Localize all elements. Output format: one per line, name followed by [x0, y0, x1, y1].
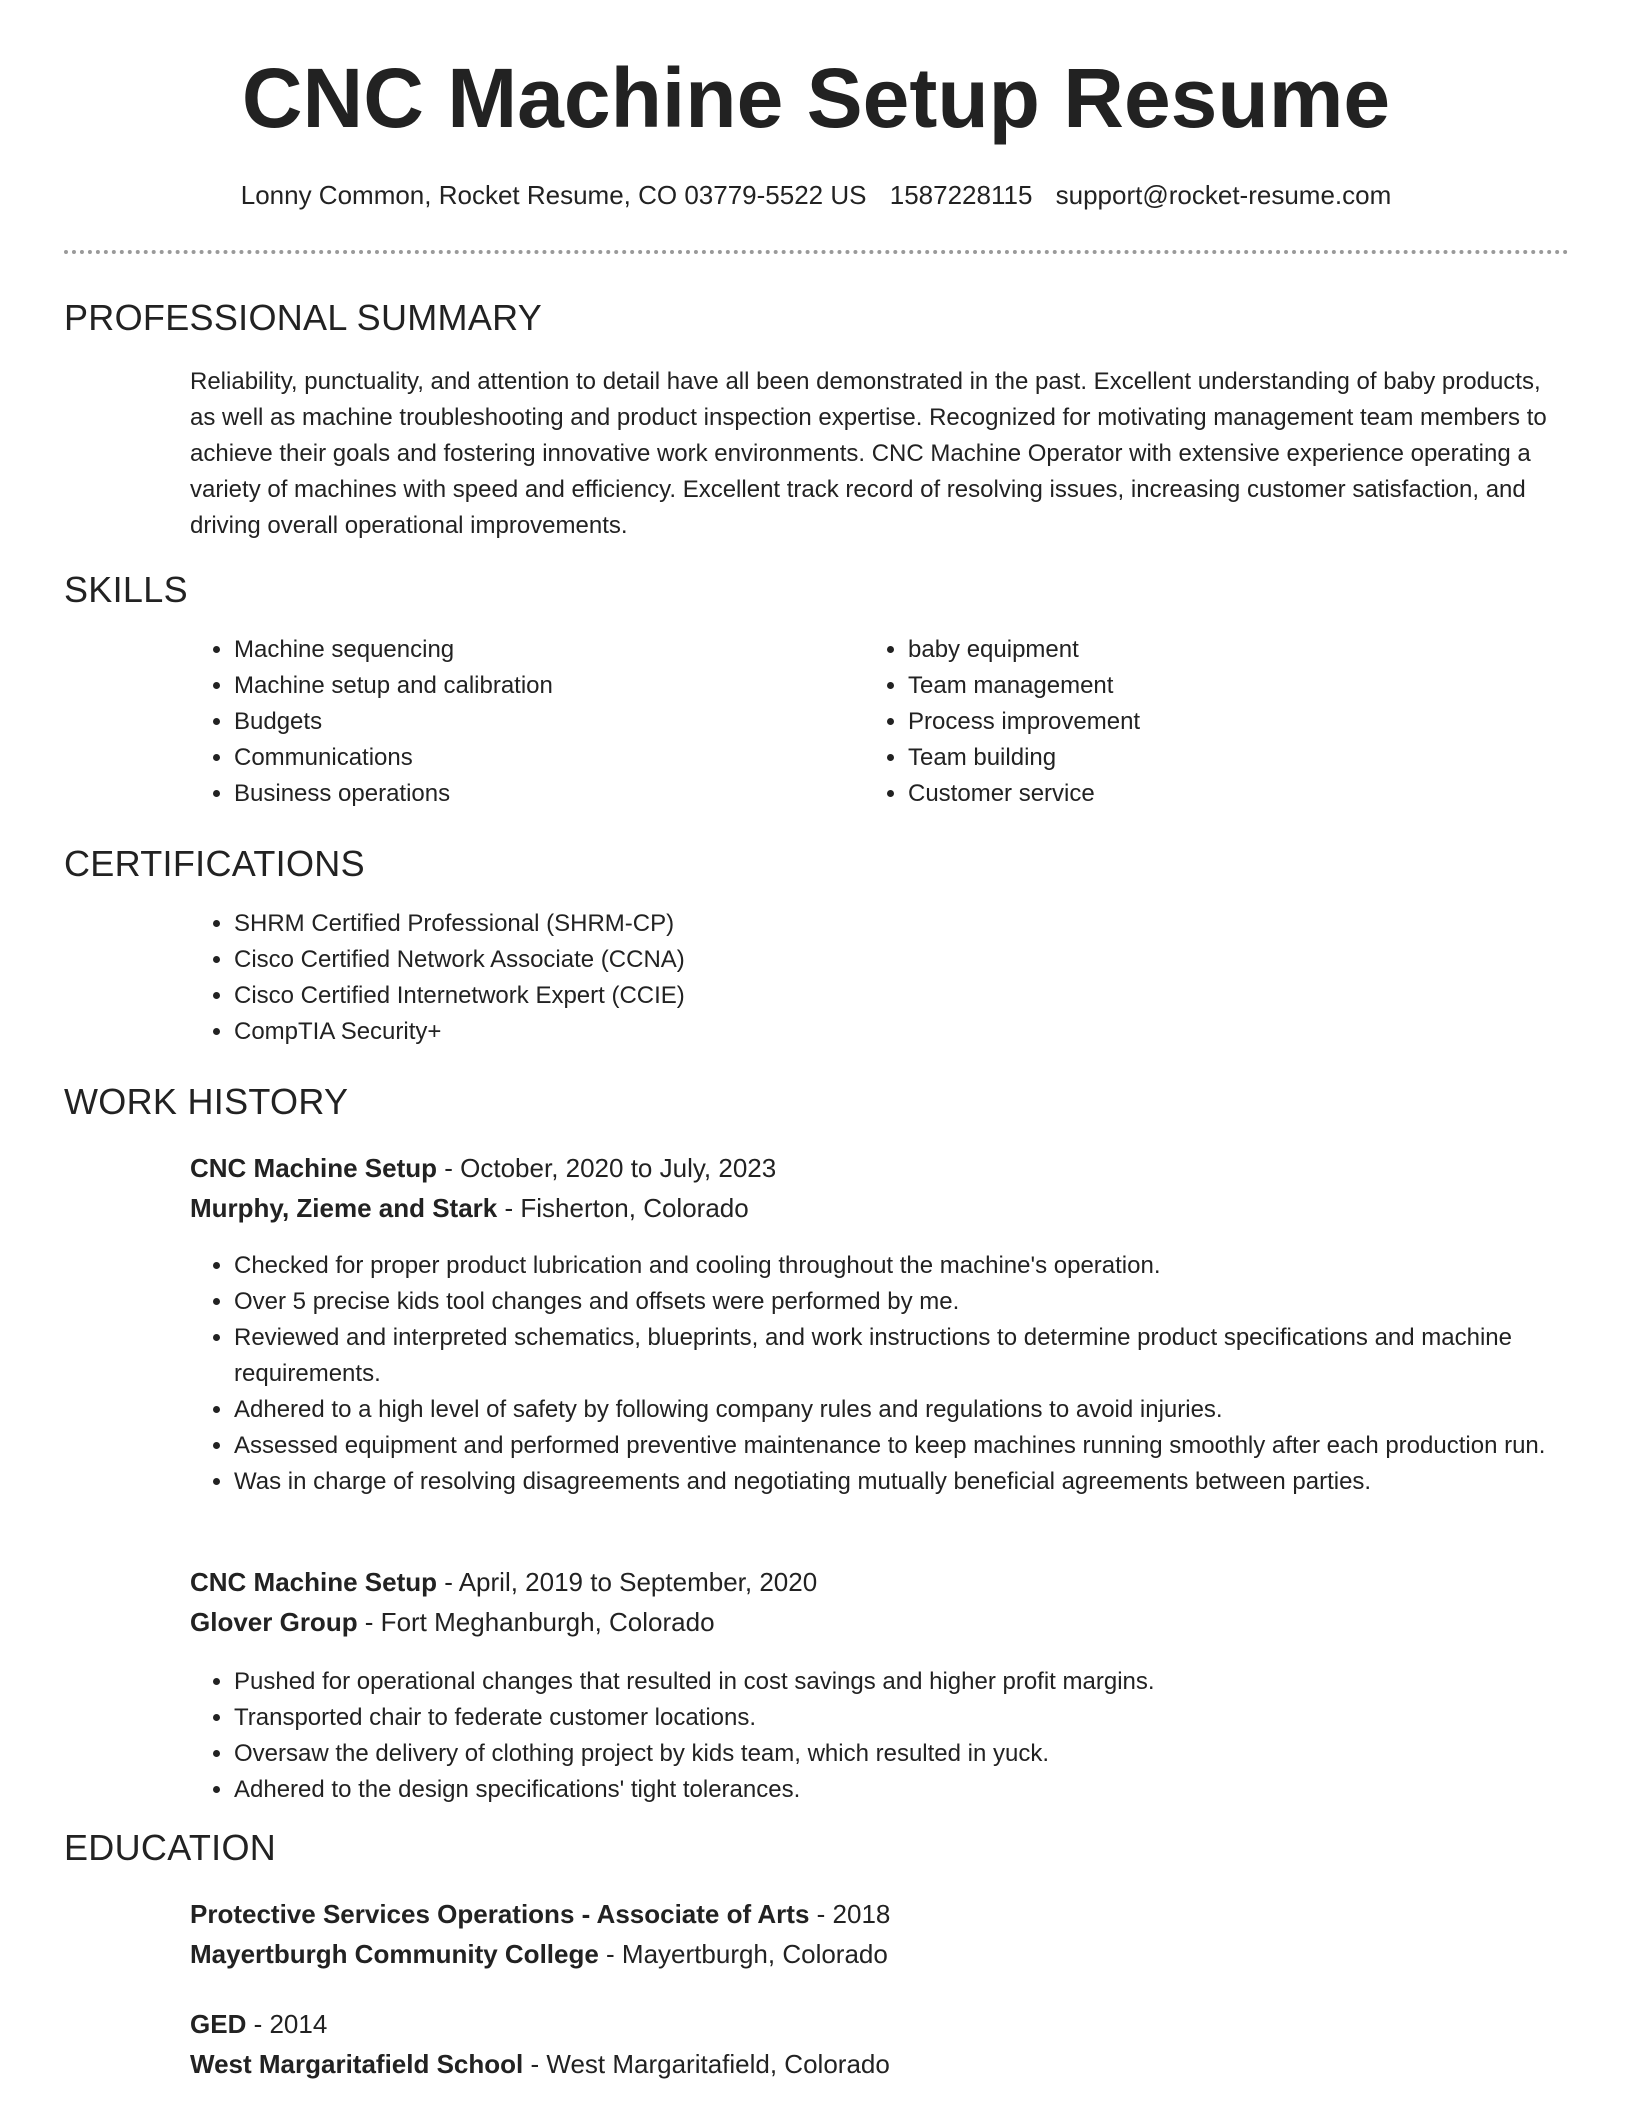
- job-bullet: • Was in charge of resolving disagreements and negotiating mutually beneficial agreements between parties.: [234, 1464, 1614, 1500]
- contact-email: support@rocket-resume.com: [1055, 180, 1392, 210]
- skill-item: • Business operations: [234, 776, 854, 812]
- skill-item: • Customer service: [908, 776, 1528, 812]
- education-degree-line: [190, 2004, 890, 2044]
- summary-text: Reliability, punctuality, and attention to detail have all been demonstrated in the past. Excellent understanding of baby products, as well as machine troubleshooting and product inspection expertise. Recognized for motivating management team members to achieve their goals and fostering innovative work environments. CNC Machine Operator with extensive experience operating a variety of machines with speed and efficiency. Excellent track record of resolving issues, increasing customer satisfaction, and driving overall operational improvements.: [190, 368, 1547, 539]
- education-school-line: [190, 1934, 890, 1974]
- skill-item: • Team management: [908, 668, 1528, 704]
- job-1-company-line: [190, 1188, 776, 1228]
- job-1-header: [190, 1148, 776, 1228]
- education-location: - Mayertburgh, Colorado: [598, 1939, 888, 1969]
- contact-phone: 1587228115: [889, 180, 1033, 210]
- summary-heading: PROFESSIONAL SUMMARY: [64, 297, 543, 338]
- education-school: Mayertburgh Community College: [190, 1939, 599, 1969]
- job-location: - Fisherton, Colorado: [497, 1193, 749, 1223]
- job-bullet: • Pushed for operational changes that resulted in cost savings and higher profit margins.: [234, 1664, 1614, 1700]
- job-bullet: • Oversaw the delivery of clothing project by kids team, which resulted in yuck.: [234, 1736, 1614, 1772]
- job-2-title-line: [190, 1562, 817, 1602]
- certification-item: • SHRM Certified Professional (SHRM-CP): [234, 906, 1534, 942]
- education-degree: GED: [190, 2009, 247, 2039]
- job-bullet: • Over 5 precise kids tool changes and offsets were performed by me.: [234, 1284, 1614, 1320]
- contact-address: Lonny Common, Rocket Resume, CO 03779-5522 US: [240, 180, 867, 210]
- job-title: CNC Machine Setup: [190, 1153, 438, 1183]
- job-bullet: • Assessed equipment and performed preventive maintenance to keep machines running smoothly after each production run.: [234, 1428, 1614, 1464]
- job-2-bullets: [190, 1664, 1614, 1808]
- job-company: Glover Group: [190, 1607, 358, 1637]
- skill-item: • Communications: [234, 740, 854, 776]
- education-entry-1: [190, 1894, 890, 1974]
- job-title: CNC Machine Setup: [190, 1567, 438, 1597]
- page-title: CNC Machine Setup Resume: [241, 51, 1391, 145]
- certification-item: • CompTIA Security+: [234, 1014, 1534, 1050]
- job-bullet: • Adhered to the design specifications' tight tolerances.: [234, 1772, 1614, 1808]
- skills-list-left: [190, 632, 854, 812]
- skills-list-right: [864, 632, 1528, 812]
- skill-item: • baby equipment: [908, 632, 1528, 668]
- education-degree-line: [190, 1894, 890, 1934]
- skill-item: • Machine setup and calibration: [234, 668, 854, 704]
- education-heading: EDUCATION: [64, 1827, 277, 1868]
- job-bullet: • Adhered to a high level of safety by following company rules and regulations to avoid injuries.: [234, 1392, 1614, 1428]
- certifications-list: [190, 906, 1534, 1050]
- job-company: Murphy, Zieme and Stark: [190, 1193, 498, 1223]
- work-history-heading: WORK HISTORY: [64, 1081, 349, 1122]
- job-1-bullets: [190, 1248, 1614, 1500]
- job-bullet: • Transported chair to federate customer locations.: [234, 1700, 1614, 1736]
- job-location: - Fort Meghanburgh, Colorado: [357, 1607, 715, 1637]
- skill-item: • Team building: [908, 740, 1528, 776]
- job-dates: - October, 2020 to July, 2023: [437, 1153, 777, 1183]
- job-2-company-line: [190, 1602, 817, 1642]
- job-2-header: [190, 1562, 817, 1642]
- education-year: - 2014: [246, 2009, 328, 2039]
- education-location: - West Margaritafield, Colorado: [523, 2049, 890, 2079]
- job-1-title-line: [190, 1148, 776, 1188]
- education-school: West Margaritafield School: [190, 2049, 524, 2079]
- certifications-heading: CERTIFICATIONS: [64, 843, 365, 884]
- header-divider: [64, 250, 1569, 254]
- education-degree: Protective Services Operations - Associate of Arts: [190, 1899, 810, 1929]
- job-bullet: • Reviewed and interpreted schematics, blueprints, and work instructions to determine product specifications and machine requirements.: [234, 1320, 1614, 1392]
- education-school-line: [190, 2044, 890, 2084]
- certification-item: • Cisco Certified Network Associate (CCNA): [234, 942, 1534, 978]
- skill-item: • Process improvement: [908, 704, 1528, 740]
- job-dates: - April, 2019 to September, 2020: [437, 1567, 818, 1597]
- skills-heading: SKILLS: [64, 569, 188, 610]
- job-bullet: • Checked for proper product lubrication and cooling throughout the machine's operation.: [234, 1248, 1614, 1284]
- contact-line: [0, 180, 1632, 211]
- education-entry-2: [190, 2004, 890, 2084]
- certification-item: • Cisco Certified Internetwork Expert (CCIE): [234, 978, 1534, 1014]
- skill-item: • Machine sequencing: [234, 632, 854, 668]
- education-year: - 2018: [809, 1899, 891, 1929]
- skill-item: • Budgets: [234, 704, 854, 740]
